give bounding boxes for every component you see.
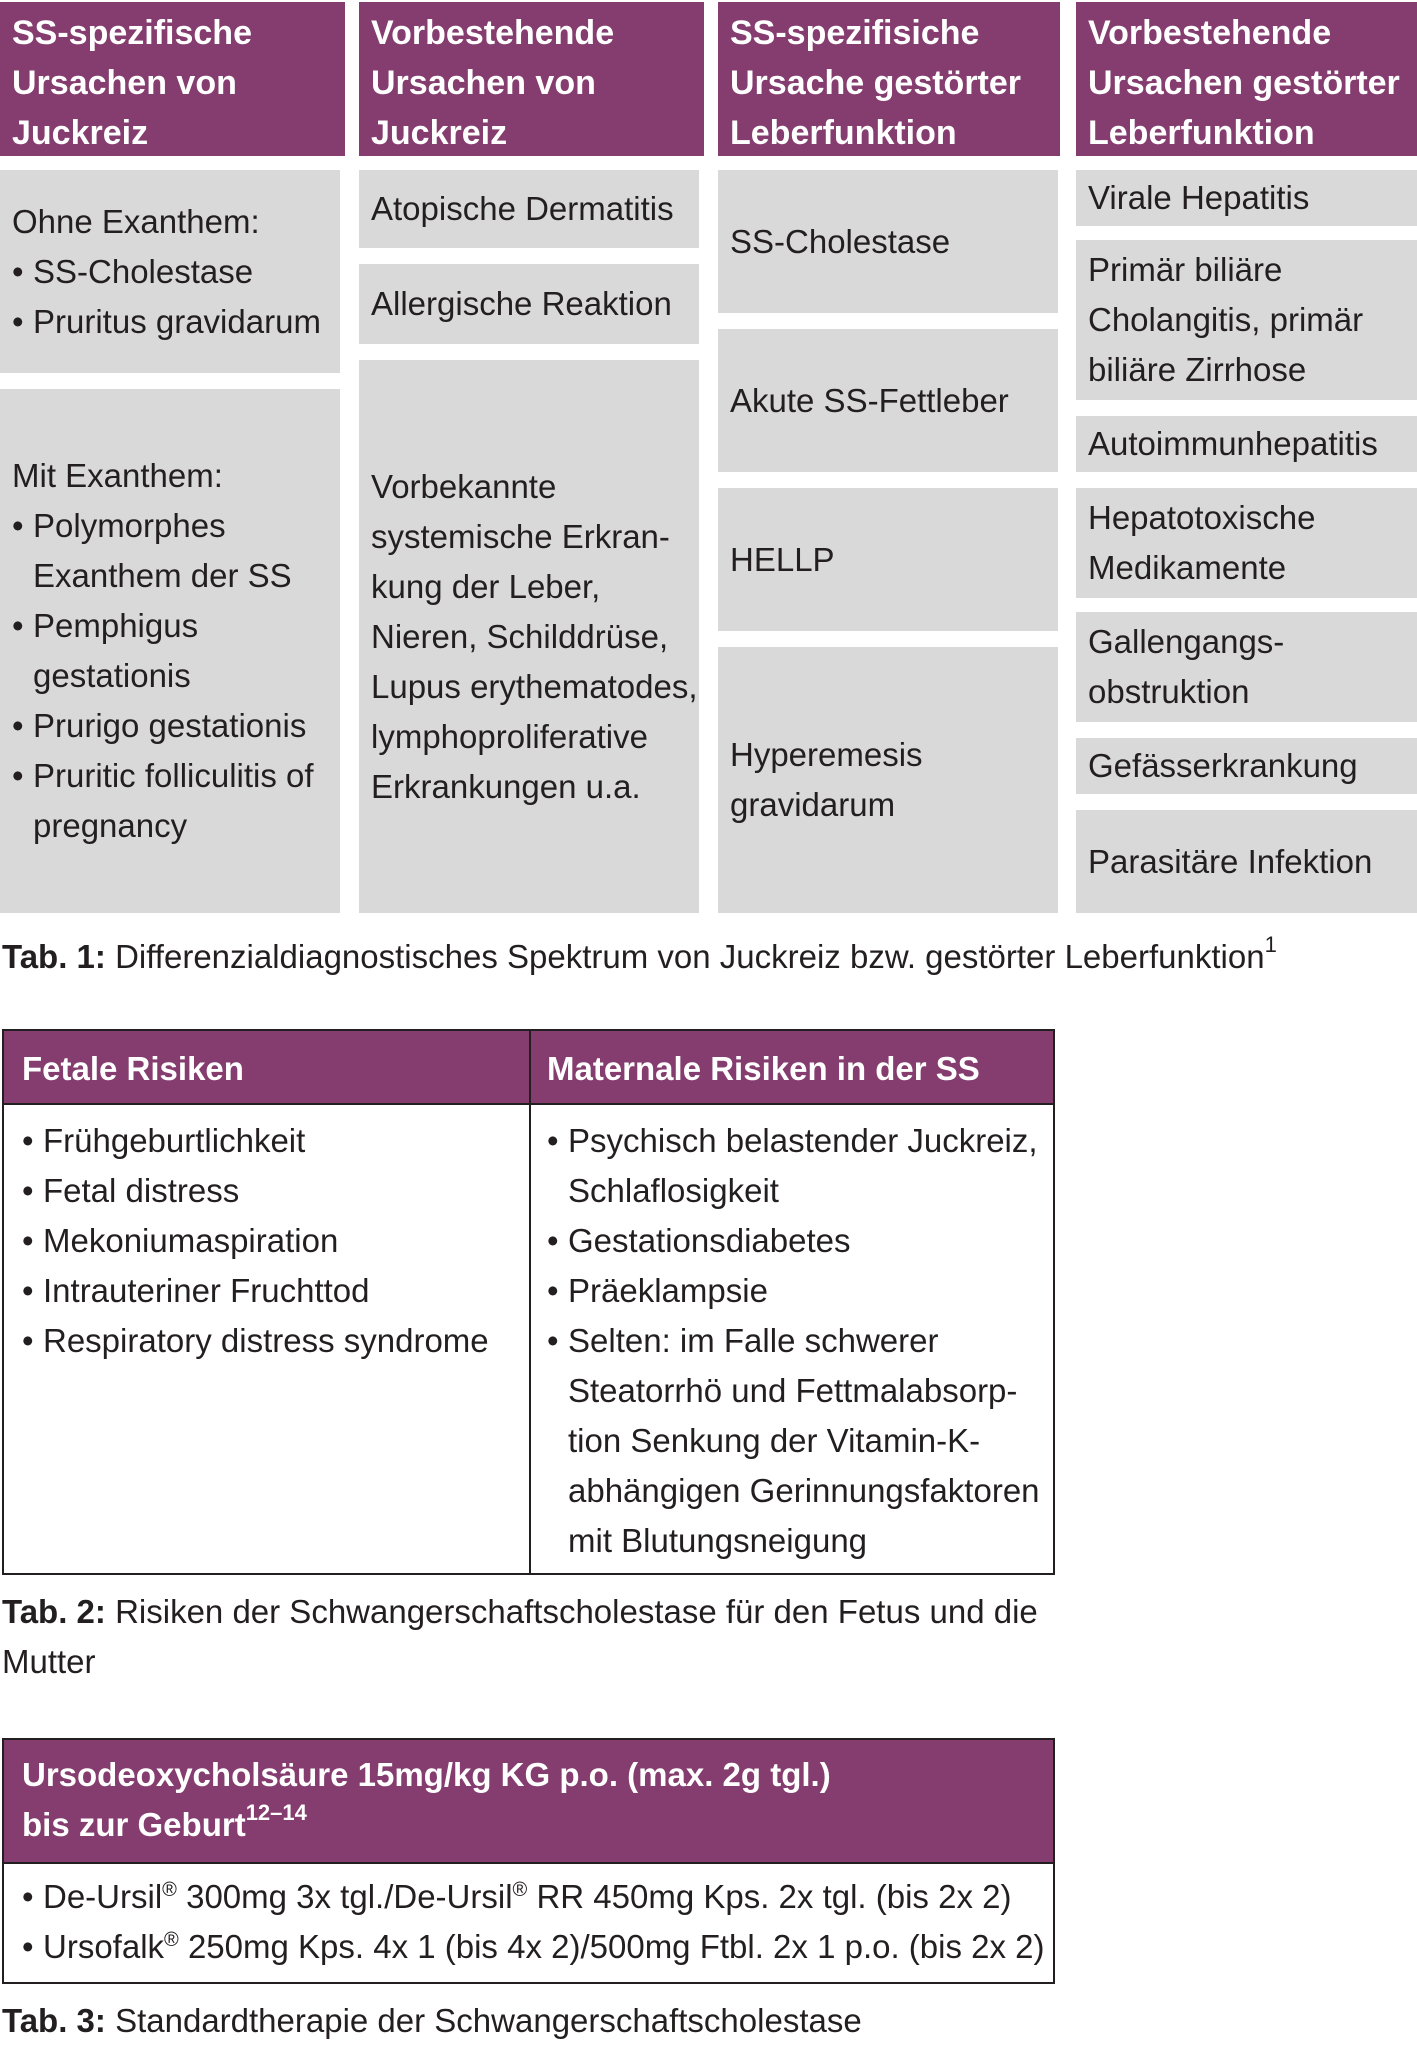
caption-label: Tab. 2:: [2, 1593, 106, 1630]
caption-label: Tab. 3:: [2, 2002, 106, 2039]
header-line: Juckreiz: [12, 114, 149, 152]
cell-line: Erkrankungen u.a.: [371, 767, 641, 805]
list-item-line: pregnancy: [33, 807, 188, 844]
registered-mark: ®: [512, 1879, 528, 1901]
table2-caption: [2, 1587, 1102, 1687]
table1-cell-parasitaere: [1076, 810, 1417, 913]
cell-line: lymphoproliferative: [371, 717, 648, 755]
list-item: [22, 1922, 1047, 1972]
cell-text: Allergische Reaktion: [371, 285, 672, 322]
table2: [2, 1029, 1055, 1575]
list-item-line: gestationis: [33, 657, 191, 694]
table1-cell-ohne-exanthem: [0, 170, 340, 373]
table2-header-maternal: [531, 1031, 1053, 1103]
caption-line: [2, 1587, 1102, 1637]
table3-caption: [2, 1996, 1102, 2046]
list-item: [12, 601, 328, 701]
list-item-line: tion Senkung der Vitamin-K-: [568, 1422, 981, 1459]
list-item-line: Exanthem der SS: [33, 557, 292, 594]
list-item-line: Schlaflosigkeit: [568, 1172, 779, 1209]
table1-cell-autoimmunhepatitis: [1076, 416, 1417, 472]
table1-header-col3: [718, 2, 1060, 156]
drug-text: 300mg 3x tgl./De-Ursil: [176, 1878, 513, 1915]
list-item-line: • Prurigo gestationis: [33, 707, 307, 744]
bullet-list: [22, 1116, 522, 1366]
list-item: [22, 1872, 1047, 1922]
header-text: bis zur Geburt: [22, 1806, 246, 1843]
header-line: Leberfunktion: [1088, 114, 1315, 152]
table3: [2, 1738, 1055, 1984]
list-item: • Pruritus gravidarum: [12, 297, 328, 347]
table1-cell-akute-fettleber: [718, 329, 1058, 472]
list-item-line: • Pemphigus: [33, 607, 199, 644]
drug-text: De-Ursil: [43, 1878, 163, 1915]
table1-cell-allergische-reaktion: [359, 264, 699, 344]
list-item-line: • Pruritic folliculitis of: [33, 757, 314, 794]
cell-line: Medikamente: [1088, 549, 1287, 586]
table1-cell-hepatotoxische: [1076, 488, 1417, 598]
table3-body: [22, 1872, 1047, 1972]
cell-line: obstruktion: [1088, 673, 1250, 710]
table3-header: [4, 1740, 1053, 1862]
list-item-line: • Mekoniumaspiration: [43, 1222, 339, 1259]
cell-line: kung der Leber,: [371, 567, 601, 605]
registered-mark: ®: [162, 1879, 177, 1901]
caption-label: Tab. 1:: [2, 938, 106, 975]
cell-text: Parasitäre Infektion: [1088, 842, 1373, 880]
list-item: [22, 1216, 522, 1266]
list-item-line: • Respiratory distress syndrome: [43, 1322, 489, 1359]
cell-line: Hepatotoxische: [1088, 499, 1316, 536]
list-item-line: Steatorrhö und Fettmalabsorp-: [568, 1372, 1018, 1409]
table2-header-fetal: [4, 1031, 529, 1103]
header-line: SS-spezifisiche: [730, 14, 980, 52]
table3-header-divider: [4, 1862, 1053, 1864]
bullet-list: [22, 1872, 1047, 1972]
header-line: Vorbestehende: [371, 14, 615, 52]
list-item: [22, 1316, 522, 1366]
cell-text: HELLP: [730, 540, 835, 578]
cell-text: Autoimmunhepatitis: [1088, 425, 1378, 462]
list-item-line: • Psychisch belastender Juckreiz,: [568, 1122, 1038, 1159]
list-item-line: • Gestationsdiabetes: [568, 1222, 851, 1259]
cell-text: SS-Cholestase: [730, 222, 951, 260]
list-item: [547, 1216, 1047, 1266]
table1-caption: [2, 932, 1402, 982]
cell-line: Cholangitis, primär: [1088, 301, 1364, 338]
table1-cell-gallengangs: [1076, 612, 1417, 722]
table1-cell-gefaesserkrankung: [1076, 738, 1417, 794]
caption-text: Standardtherapie der Schwangerschaftscholestase: [105, 2002, 862, 2039]
list-item: [22, 1266, 522, 1316]
table1-cell-primaer-biliaere: [1076, 240, 1417, 400]
header-text: Fetale Risiken: [22, 1050, 244, 1087]
header-text: Maternale Risiken in der SS: [547, 1050, 980, 1087]
list-item: [12, 751, 328, 851]
table1-cell-mit-exanthem: [0, 389, 340, 913]
cell-title: Mit Exanthem:: [12, 457, 223, 494]
list-item-line: • Präeklampsie: [568, 1272, 768, 1309]
table1-header-col1: [0, 2, 345, 156]
table1-header-col4: [1076, 2, 1417, 156]
cell-text: Gefässerkrankung: [1088, 747, 1358, 784]
list-item-line: • Frühgeburtlichkeit: [43, 1122, 306, 1159]
list-item-line: • Selten: im Falle schwerer: [568, 1322, 939, 1359]
list-item-line: • Fetal distress: [43, 1172, 240, 1209]
list-item: • SS-Cholestase: [12, 247, 328, 297]
header-line: Ursache gestörter: [730, 64, 1022, 102]
table1-cell-hellp: [718, 488, 1058, 631]
cell-text: Akute SS-Fettleber: [730, 381, 1009, 419]
drug-text: RR 450mg Kps. 2x tgl. (bis 2x 2): [527, 1878, 1012, 1915]
list-item: [12, 701, 328, 751]
list-item: [12, 501, 328, 601]
header-line: Ursodeoxycholsäure 15mg/kg KG p.o. (max. 2g tgl.): [22, 1756, 831, 1793]
bullet-list: [12, 501, 328, 851]
table2-fetal-risks: [22, 1116, 522, 1366]
header-line: Leberfunktion: [730, 114, 957, 152]
table1-cell-vorbekannte: [359, 360, 699, 913]
list-item: [547, 1316, 1047, 1566]
bullet-list: [12, 247, 328, 347]
table1-cell-virale-hepatitis: [1076, 170, 1417, 226]
table1-cell-hyperemesis: [718, 647, 1058, 913]
registered-mark: ®: [164, 1929, 179, 1951]
list-item-line: • Polymorphes: [33, 507, 226, 544]
table1-cell-ss-cholestase: [718, 170, 1058, 313]
cell-line: gravidarum: [730, 786, 896, 823]
header-line: Vorbestehende: [1088, 14, 1332, 52]
list-item: [22, 1116, 522, 1166]
cell-line: Vorbekannte: [371, 467, 557, 505]
cell-line: systemische Erkran-: [371, 517, 670, 555]
caption-text: Differenzialdiagnostisches Spektrum von Juckreiz bzw. gestörter Leberfunktion: [105, 938, 1265, 975]
cell-title: Ohne Exanthem:: [12, 202, 260, 240]
header-line: SS-spezifische: [12, 14, 252, 52]
cell-line: biliäre Zirrhose: [1088, 351, 1307, 388]
cell-text: Atopische Dermatitis: [371, 190, 674, 227]
list-item-line: • Intrauteriner Fruchttod: [43, 1272, 370, 1309]
header-line: [22, 1800, 1053, 1850]
caption-line: Mutter: [2, 1643, 96, 1680]
bullet-list: [547, 1116, 1047, 1566]
cell-line: Hyperemesis: [730, 736, 923, 773]
table1-cell-atopische-dermatitis: [359, 170, 699, 248]
drug-text: Ursofalk: [43, 1928, 165, 1965]
header-reference: 12–14: [245, 1800, 307, 1825]
cell-text: Virale Hepatitis: [1088, 179, 1310, 216]
list-item-line: mit Blutungsneigung: [568, 1522, 868, 1559]
cell-line: Gallengangs-: [1088, 623, 1285, 660]
list-item: [547, 1266, 1047, 1316]
table1-header-col2: [359, 2, 704, 156]
cell-line: Nieren, Schilddrüse,: [371, 617, 669, 655]
table2-maternal-risks: [547, 1116, 1047, 1566]
list-item: [22, 1166, 522, 1216]
drug-text: 250mg Kps. 4x 1 (bis 4x 2)/500mg Ftbl. 2x 1 p.o. (bis 2x 2): [178, 1928, 1045, 1965]
table2-column-divider: [529, 1031, 531, 1573]
cell-line: Lupus erythematodes,: [371, 667, 698, 705]
header-line: Ursachen gestörter: [1088, 64, 1400, 102]
header-line: Juckreiz: [371, 114, 508, 152]
list-item-line: abhängigen Gerinnungsfaktoren: [568, 1472, 1040, 1509]
caption-reference: 1: [1264, 932, 1277, 957]
list-item: [547, 1116, 1047, 1216]
header-line: Ursachen von: [371, 64, 596, 102]
caption-text: Risiken der Schwangerschaftscholestase für den Fetus und die: [105, 1593, 1038, 1630]
cell-line: Primär biliäre: [1088, 251, 1283, 288]
header-line: Ursachen von: [12, 64, 237, 102]
